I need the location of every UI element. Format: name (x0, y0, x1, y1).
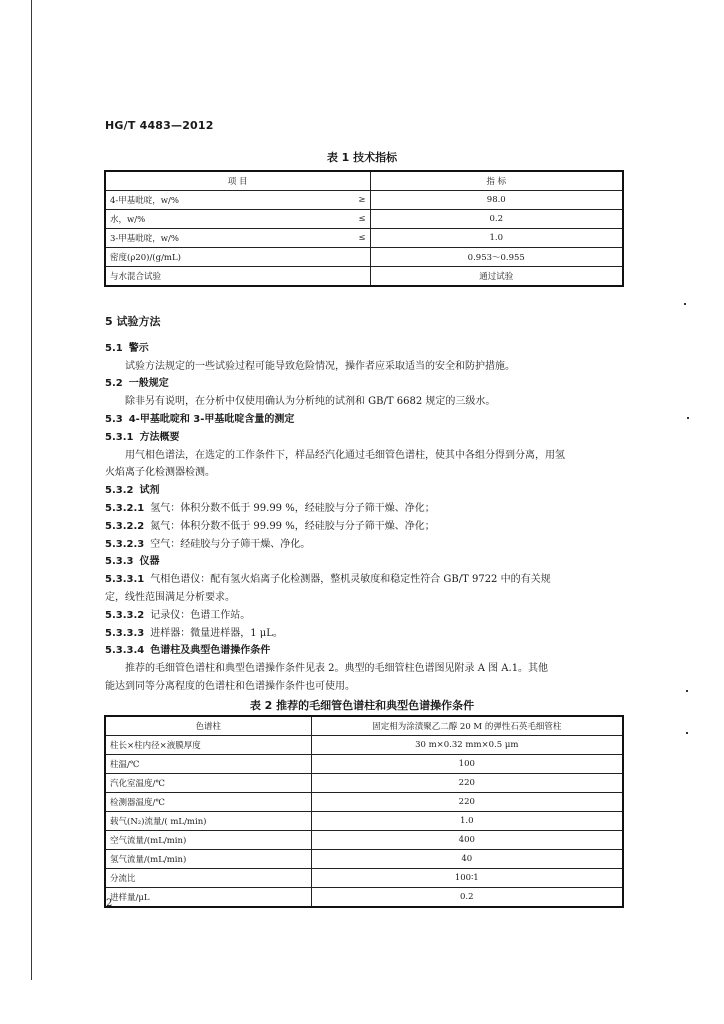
condition-value: 400 (311, 831, 623, 850)
condition-value: 220 (311, 774, 623, 793)
scan-speck (687, 417, 689, 419)
comparison-operator: ≤ (358, 233, 366, 243)
table2-caption: 表 2 推荐的毛细管色谱柱和典型色谱操作条件 (249, 699, 475, 712)
section-5-body (105, 313, 625, 696)
section-5-title: 5 试验方法 (105, 315, 161, 328)
table-row (105, 793, 623, 812)
condition-label: 氢气流量/(mL/min) (105, 850, 311, 869)
chromatography-conditions-table (104, 715, 624, 908)
section-5-3-3-4-heading: 5.3.3.4 色谱柱及典型色谱操作条件 (105, 645, 271, 657)
section-5-1-heading: 5.1 警示 (105, 342, 149, 354)
section-5-3-2-3: 5.3.2.3 空气：经硅胶与分子筛干燥、净化。 (105, 538, 311, 550)
section-5-2-text: 除非另有说明，在分析中仅使用确认为分析纯的试剂和 GB/T 6682 规定的三级水。 (125, 396, 496, 408)
table-row (105, 191, 623, 210)
table-row (105, 267, 623, 287)
condition-value: 40 (311, 850, 623, 869)
table-row (105, 755, 623, 774)
page-number: 2 (106, 898, 113, 909)
condition-label: 汽化室温度/℃ (105, 774, 311, 793)
section-5-3-3-1: 5.3.3.1 气相色谱仪：配有氢火焰离子化检测器，整机灵敏度和稳定性符合 GB/T 9722 中的有关规 (105, 574, 551, 586)
section-5-3-2-heading: 5.3.2 试剂 (105, 485, 160, 497)
item-name: 3-甲基吡啶，w/% (110, 234, 179, 244)
comparison-operator: ≤ (358, 214, 366, 224)
item-value: 98.0 (370, 191, 623, 210)
item-name: 密度(ρ20)/(g/mL) (110, 253, 181, 263)
table-row (105, 869, 623, 888)
condition-value: 1.0 (311, 812, 623, 831)
table-row (105, 736, 623, 755)
condition-label: 柱长×柱内径×液膜厚度 (105, 736, 311, 755)
section-5-3-heading: 5.3 4-甲基吡啶和 3-甲基吡啶含量的测定 (105, 413, 295, 425)
condition-label: 柱温/℃ (105, 755, 311, 774)
scan-speck (686, 732, 688, 734)
scan-edge-line (31, 0, 32, 980)
item-name: 4-甲基吡啶，w/% (110, 196, 179, 206)
table-row (105, 888, 623, 908)
condition-value: 0.2 (311, 888, 623, 908)
table-row (105, 812, 623, 831)
section-5-3-3-4-text: 推荐的毛细管色谱柱和典型色谱操作条件见表 2。典型的毛细管柱色谱图见附录 A 图 A.1。其他 (125, 663, 549, 675)
table-header-row (105, 716, 623, 736)
condition-value: 220 (311, 793, 623, 812)
section-5-3-1-text-cont: 火焰离子化检测器检测。 (105, 467, 215, 479)
item-name: 水，w/% (110, 215, 146, 225)
table-row (105, 774, 623, 793)
condition-value: 100∶1 (311, 869, 623, 888)
table-row (105, 229, 623, 248)
condition-label: 载气(N₂)流量/( mL/min) (105, 812, 311, 831)
item-value: 0.953～0.955 (370, 248, 623, 267)
condition-label: 空气流量/(mL/min) (105, 831, 311, 850)
scan-speck (684, 303, 686, 305)
section-5-3-1-heading: 5.3.1 方法概要 (105, 431, 180, 443)
condition-label: 检测器温度/℃ (105, 793, 311, 812)
condition-label: 进样量/μL (105, 888, 311, 908)
table-header-row (105, 171, 623, 191)
section-5-3-3-3: 5.3.3.3 进样器：微量进样器，1 μL。 (105, 627, 283, 639)
condition-value: 30 m×0.32 mm×0.5 μm (311, 736, 623, 755)
comparison-operator: ≥ (358, 195, 366, 205)
col-value-header: 固定相为涂渍聚乙二醇 20 M 的弹性石英毛细管柱 (311, 716, 623, 736)
item-name: 与水混合试验 (110, 272, 162, 282)
section-5-3-3-4-text-cont: 能达到同等分离程度的色谱柱和色谱操作条件也可使用。 (105, 680, 355, 692)
section-5-3-2-1: 5.3.2.1 氢气：体积分数不低于 99.99 %，经硅胶与分子筛干燥、净化； (105, 502, 435, 514)
table-row (105, 850, 623, 869)
section-5-3-1-text: 用气相色谱法，在选定的工作条件下，样品经汽化通过毛细管色谱柱，使其中各组分得到分离，用氢 (125, 449, 565, 461)
col-label-header: 色谱柱 (105, 716, 311, 736)
technical-indicators-table (104, 170, 624, 287)
item-value: 0.2 (370, 210, 623, 229)
condition-label: 分流比 (105, 869, 311, 888)
item-value: 1.0 (370, 229, 623, 248)
section-5-3-3-1-cont: 定，线性范围满足分析要求。 (105, 591, 235, 603)
section-5-3-3-2: 5.3.3.2 记录仪：色谱工作站。 (105, 609, 251, 621)
table-row (105, 248, 623, 267)
condition-value: 100 (311, 755, 623, 774)
item-value: 通过试验 (370, 267, 623, 287)
scan-speck (686, 690, 688, 692)
section-5-1-text: 试验方法规定的一些试验过程可能导致危险情况，操作者应采取适当的安全和防护措施。 (125, 360, 515, 372)
section-5-2-heading: 5.2 一般规定 (105, 378, 169, 390)
col-index-header: 指 标 (370, 171, 623, 191)
table1-caption: 表 1 技术指标 (326, 151, 398, 164)
table-row (105, 210, 623, 229)
table-row (105, 831, 623, 850)
col-item-header: 项 目 (105, 171, 370, 191)
section-5-3-2-2: 5.3.2.2 氮气：体积分数不低于 99.99 %，经硅胶与分子筛干燥、净化； (105, 520, 435, 532)
section-5-3-3-heading: 5.3.3 仪器 (105, 556, 160, 568)
standard-code: HG/T 4483—2012 (105, 119, 214, 132)
